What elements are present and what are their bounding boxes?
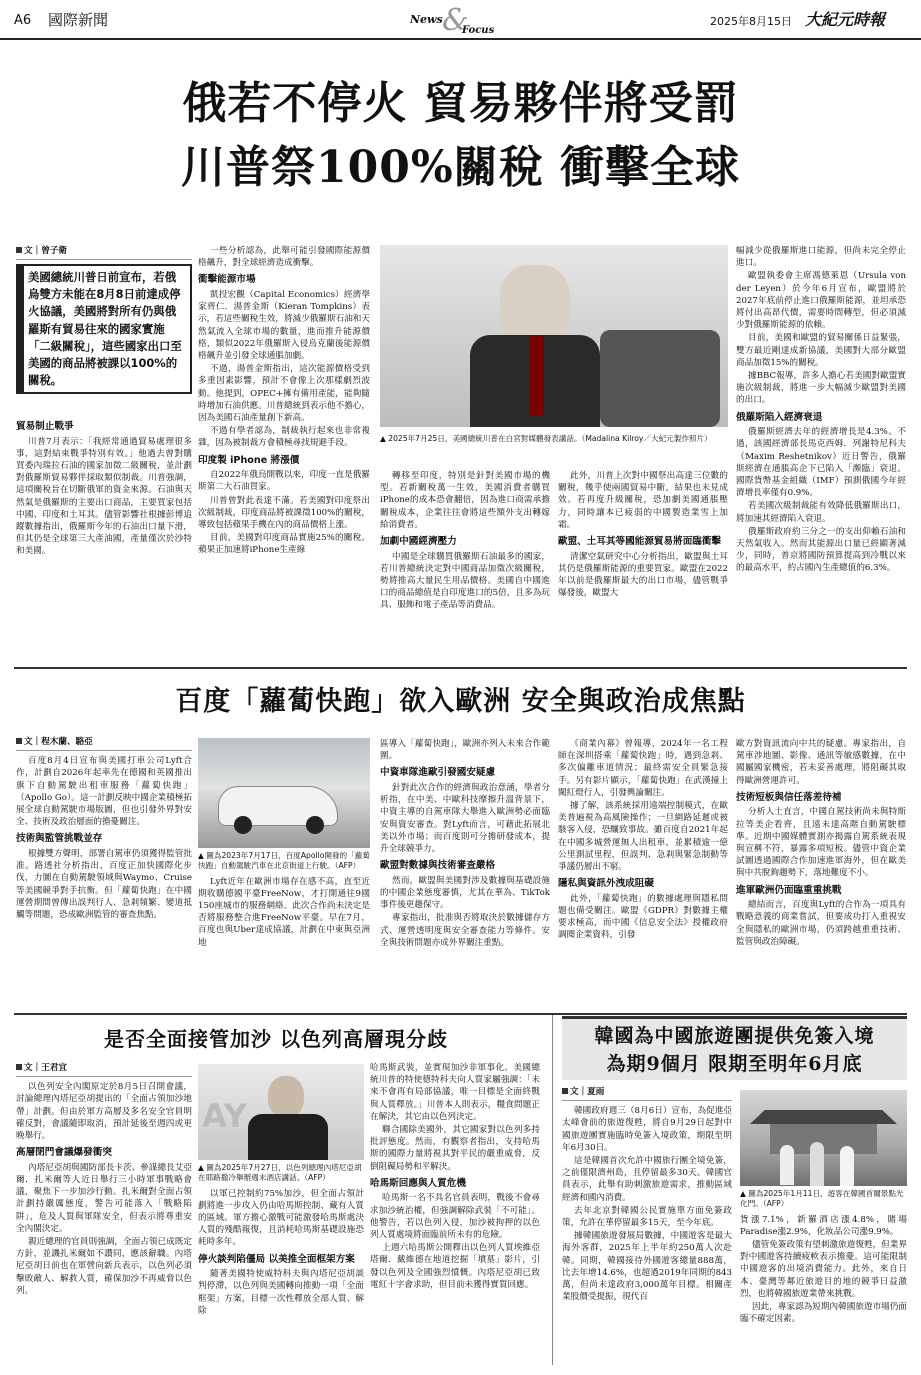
masthead [0,0,921,40]
a1-para: 若美國次級制裁能有效降低俄羅斯出口，將加速其經濟陷入衰退。 [736,501,906,524]
a3-photo-caption: ▲ 圖為2025年7月27日，以色列總理內塔尼亞胡在耶路撒冷舉辦週末酒店講話。（AFP） [198,1163,362,1183]
a3-para: 內塔尼亞胡與國防部長卡茨、參謀總長艾亞爾．扎米爾等人近日舉行三小時軍事戰略會議，聚焦下一步加沙行動。扎米爾對全面占領計劃持嚴厲態度，警告可能落入「戰略陷阱」，危及人質與軍隊安全，但表示將尊重安全內閣決定。 [16,1162,192,1234]
a2-subhead-1: 技術與監管挑戰並存 [16,833,103,845]
a1-para: 俄羅斯政府約三分之一的支出仰賴石油和天然氣收入。然而其能源出口量已經顯著減少，同時，普京將國防預算提高到冷戰以來的最高水平，約占國內生產總值的6.3%。 [736,526,906,574]
divider [14,1013,907,1015]
a1-para: 清潔空氣研究中心分析指出，歐盟與土耳其仍是俄羅斯能源的重要買家。歐盟在2022年以前是俄羅斯最大的出口市場，儘管戰爭爆發後，歐盟大 [558,551,728,599]
issue-date: 2025年8月15日 [710,15,792,28]
byline-marker-icon [16,738,22,744]
a2-para: 據了解，該系統採用遠端控制模式，在歐美普遍視為高風險操作；一旦網路延遲或被駭客入侵，恐釀致事故。雖百度自2021年起在中國多城營運無人出租車，並累積逾一億公里測試里程，但誤判、急剎與緊急制動等爭議仍層出不窮。 [558,801,728,873]
a4-para: 韓國政府週三（8月6日）宣布，為促進亞太峰會前的旅遊復甦，將自9月29日起對中國旅遊團實施臨時免簽入境政策，期限至明年6月30日。 [562,1106,732,1153]
a2-subhead-3: 歐盟對數據與技術審查嚴格 [380,860,496,872]
a2-para: Lyft近年在歐洲市場存在感不高，直至近期收購德國平臺FreeNow，才打開通往9國150座城市的服務網絡。此次合作尚未決定是否將服務整合進FreeNow平臺。早在7月，百度也與Uber達成協議，計劃在中東與亞洲地 [198,876,370,948]
a2-para: 《商業內幕》曾報導，2024年一名工程師在深圳搭乘「蘿蔔快跑」時，遇到急剎、多次偏離車道情況；最終需安全員緊急接手。另有影片顯示，「蘿蔔快跑」在武漢撞上闖紅燈行人，引發輿論關注。 [558,739,728,798]
a4-headline-1: 韓國為中國旅遊團提供免簽入境 [594,1025,875,1047]
a1-subhead-6: 俄羅斯陷入經濟衰退 [736,411,823,423]
a4-photo-gwanghwamun [740,1090,907,1186]
paper-name: 大紀元時報 [805,10,886,29]
a2-para: 然而，歐盟與美國對涉及數據與基礎設施的中國企業態度審慎，尤其在華為、TikTok事件後更趨保守。 [380,875,550,911]
a1-para: 據BBC報導，許多人擔心若美國對歐盟實施次級制裁，將進一步大幅減少歐盟對美國的出口。 [736,371,906,406]
a1-para: 不過，湯普金斯指出，這次能源價格受到多重因素影響，預計不會像上次那樣劇烈波動。他提到，OPEC+擁有備用產能，能夠隨時增加石油供應。川普總統到表示他不擔心，因為美國石油產量創下新高。 [198,364,370,424]
a2-para: 總結而言，百度與Lyft的合作為一項具有戰略意義的商業嘗試，但要成功打入重視安全與隱私的歐洲市場，仍須跨越重重技術、監管與政治障礙。 [736,900,906,947]
a2-photo-robotaxi [198,738,370,848]
a4-para: 貨漲7.1%，新羅酒店漲4.8%，賭場Paradise漲2.9%，化妝品公司漲9.9%。 [740,1214,907,1237]
a4-headline-box [562,1016,907,1080]
a2-column-2 [198,738,370,1008]
news-focus-logo [410,3,520,38]
a3-subhead-3: 哈馬斯回應與人質危機 [370,1177,466,1189]
page-number: A6 [14,13,32,28]
a4-photo-caption: ▲ 圖為2025年1月11日，遊客在韓國首爾景點光化門。（AFP） [740,1189,904,1209]
a1-column-1 [16,245,192,657]
a1-para: 轉移至印度，特別是針對美國市場的機型。若新關稅萬一生效，美國消費者購買iPhone的成本恐會翻倍，因為進口商需承擔關稅成本，企業往往會將這些額外支出轉嫁給消費者。 [380,471,550,530]
a2-para: 歐方對資訊流向中共的疑慮。專家指出，自駕車涉地圖、影像、通訊等敏感數據，在中國屬國家機密，若未妥善處理，將阻礙其取得歐洲營運許可。 [736,739,906,786]
a1-para: 一些分析認為，此舉可能引發國際能源價格飆升，對全球經濟造成衝擊。 [198,246,370,269]
byline-marker-icon [16,247,22,253]
divider [14,667,907,669]
a2-column-3 [380,738,550,1008]
a1-para: 目前，美國和歐盟的貿易關係日益緊張，雙方最近剛達成新協議，美國對大部分歐盟商品加徵15%的關稅。 [736,333,906,368]
a4-para: 這是韓國首次允許中國旅行團全境免簽，之前僅限濟州島，且停留最多30天。韓國官員表示，此舉有助刺激旅遊需求，推動區域經濟和國內消費。 [562,1156,732,1203]
a2-column-5 [736,738,906,1008]
a3-para: 以色列安全內閣原定於8月5日召開會議，討論總理內塔尼亞胡提出的「全面占領加沙地帶」計劃。但由於軍方高層及多名安全官員明確反對，會議隨即取消，預計延後至週四或更晚舉行。 [16,1082,192,1142]
a2-para: 百度8月4日宣布與美國打車公司Lyft合作，計劃自2026年起率先在德國和英國推出旗下自動駕駛出租車服務「蘿蔔快跑」（Apollo Go）。這一計劃反映中國企業積極拓展全球自動駕駛市場版圖，但也引發外界對安全、技術及政治層面的擔憂關注。 [16,756,192,828]
byline-marker-icon [562,1088,568,1094]
a1-column-5 [736,245,906,660]
a3-para: 上週六哈馬斯公開釋出以色列人質埃維亞塔爾．戴維德在地道挖掘「墳墓」影片，引發以色列及全國強烈憤慨。內塔尼亞胡已致電紅十字會求助，但目前未獲得實質回應。 [370,1243,540,1290]
logo-news: News [410,13,443,26]
a2-para: 針對此次合作的經濟與政治意涵，學者分析指，在中美、中歐科技摩擦升溫背景下，中資主導的自駕車隊大舉進入歐洲勢必面臨安與資安審查。對Lyft而言，可藉此拓展北美以外市場；而百度則可分擔研發成本，提升全球競爭力。 [380,783,550,855]
a1-para: 川普曾對此表達不滿。若美國對印度祭出次級制裁，印度商品將被課徵100%的關稅，導致包括蘋果手機在內的商品價格上漲。 [198,495,370,531]
a3-headline: 是否全面接管加沙 以色列高層現分歧 [104,1027,448,1051]
a1-subhead-5: 歐盟、土耳其等國能源貿易將面臨衝擊 [558,536,722,548]
a2-para: 專家指出，批准與否將取決於數據儲存方式、運營透明度與安全審查能力等條件。安全與技術問題亦成外界關注重點。 [380,913,550,948]
a1-para: 歐盟執委會主席馮德萊恩（Ursula von der Leyen）於今年6月宣布，歐盟將於2027年底前停止進口俄羅斯能源，並坦承恐將付出高昂代價，需要時間轉型，但必須減少對俄羅斯能源的依賴。 [736,271,906,331]
a3-para: 哈馬斯武裝，並實現加沙非軍事化。美國總統川普的特使德特科夫向人質家屬強調：「未來不會再有局部協議，唯一目標是全面終戰與人質釋放。」川普本人則表示，糧食問題正在解決，其它由以色列決定。 [370,1063,540,1122]
a3-para: 哈馬斯一名不具名官員表明，戰後不會尋求加沙統治權，但強調解除武裝「不可能」。他警告，若以色列入侵，加沙被拘押的以色列人質處境將面臨前所未有的危險。 [370,1193,540,1241]
a1-para: 不過有學者認為，制裁執行起來也非常複雜，因為被制裁方會積極尋找規避手段。 [198,426,370,449]
section-title: 國際新聞 [48,11,109,29]
a4-column-2 [740,1090,907,1370]
a1-subhead-2: 衝擊能源市場 [198,274,256,286]
a3-para: 以軍已控制約75%加沙，但全面占領計劃將進一步攻入仍由哈馬斯控制、藏有人質的區域。軍方擔心激戰可能激發哈馬斯處決人質的殘酷報復，且消耗哈馬斯基礎設施恐耗時多年。 [198,1188,364,1248]
a3-column-2 [198,1064,364,1370]
a2-para: 根據雙方聲明，部署自駕車仍須獲得監管批准。路透社分析指出，百度正加快國際化步伐，力圖在自動駕駛領域與Waymo、Cruise等美國競爭對手抗衡。但「蘿蔔快跑」在中國運營期間曾傳出誤判行人、急剎頻繁、變道抵觸等問題，恐成歐洲監管的審查焦點。 [16,849,192,921]
a2-subhead-2: 中資車隊進歐引發國安疑慮 [380,767,496,779]
a2-subhead-6: 進軍歐洲仍面臨重重挑戰 [736,884,842,896]
a4-para: 據韓國旅遊發展局數據，中國遊客是最大海外客群，2025年上半年約250萬人次赴韓。同期，韓國接待外國遊客總量888萬，比去年增14.6%，也超過2019年同期的843萬，但尚未達政府3,000萬年目標。相關產業股價受提振，現代百 [562,1231,732,1303]
a1-headline-2: 川普祭100%關稅 衝擊全球 [181,142,740,193]
a1-column-3 [380,470,550,660]
a3-para: 親近總理的官員則強調，全面占領已成既定方針，並譏扎米爾如不讚同，應該辭職。內塔尼亞胡日前也在軍營向新兵表示，以色列必須擊敗敵人、解救人質，確保加沙不再威脅以色列。 [16,1237,192,1296]
a1-photo-trump [380,245,728,427]
a2-photo-caption: ▲ 圖為2023年7月17日，百度Apollo開發的「蘿蔔快跑」自動駕駛汽車在北京街道上行駛。（AFP） [198,851,370,871]
a1-para: 凱投宏觀（Capital Economics）經濟學家齊仁．湯普金斯（Kieran Tompkins）表示，若這些關稅生效，將減少俄羅斯石油和天然氣流入全球市場的數量，進而推升能源價格，類似2022年俄羅斯入侵烏克蘭後能源價格飆升並引發全球通脹加劇。 [198,290,370,362]
a1-para: 目前，美國對印度商品實施25%的關稅。蘋果正加速將iPhone生產線 [198,533,370,556]
a4-para: 儘管免簽政策有望刺激旅遊復甦，但業界對中國遊客持續疲軟表示擔憂。這可能限制中國遊客的出境消費能力。此外，來自日本、臺灣等鄰近旅遊目的地的競爭日益激烈，也將韓國旅遊業帶來挑戰。 [740,1239,907,1299]
a3-subhead-1: 高層閉門會議爆發衝突 [16,1147,112,1159]
a1-para: 幅減少從俄羅斯進口能源，但尚未完全停止進口。 [736,246,906,269]
a1-subhead-1: 貿易制止戰爭 [16,420,74,432]
a2-subhead-5: 技術短板與信任落差待補 [736,791,842,803]
divider-vertical [552,1015,553,1365]
a4-para: 去年北京對韓國公民實施單方面免簽政策，允許在華停留最多15天，至今年底。 [562,1205,732,1229]
a1-lead: 美國總統川普日前宣布，若俄烏雙方未能在8月8日前達成停火協議，美國將對所有仍與俄羅斯有貿易往來的國家實施「二級關稅」，這些國家出口至美國的商品將被課以100%的關稅。 [16,264,192,394]
a1-para: 自2022年俄烏開戰以來，印度一直是俄羅斯第二大石油買家。 [198,470,370,493]
a1-column-2 [198,245,370,657]
a2-subhead-4: 隱私與資訊外洩成阻礙 [558,878,654,890]
a1-photo-caption: ▲ 2025年7月25日，美國總統川普在白宮對媒體發表講話。（Madalina Kilroy／大紀元製作照片） [380,434,712,443]
a1-para: 川普7月表示：「我經常通過貿易處理很多事，這對結束戰爭特別有效。」他過去曾對購買委內瑞拉石油的國家加徵二級關稅，並計劃對俄羅斯貿易夥伴採取類似制裁。川普強調，這項關稅旨在切斷俄軍的資金來源。石油與天然氣是俄羅斯的主要出口商品，主要買家包括中國、印度和土耳其。儘管影響社根據彭博追蹤數據指出，俄羅斯今年的石油出口量下滑，但其仍是全球第三大產油國，產量僅次於沙特和美國。 [16,436,192,557]
a4-column-1 [562,1086,732,1370]
a2-column-1 [16,736,192,1008]
a4-byline: 文｜夏雨 [562,1086,732,1101]
logo-focus: Focus [462,25,495,36]
a2-para: 區導入「蘿蔔快跑」，歐洲亦列入未來合作範圍。 [380,739,550,762]
a3-para: 隨著美國特使威特科夫與內塔尼亞胡談判停滯，以色列與美國轉向推動一項「全面框架」方案，目標一次性釋放全部人質、解除 [198,1269,364,1316]
a2-headline: 百度「蘿蔔快跑」欲入歐洲 安全與政治成焦點 [175,686,746,717]
a1-para: 中國是全球購買俄羅斯石油最多的國家，若川普總統決定對中國商品加徵次級關稅，勢將推高大量民生用品價格。美國自中國進口的商品總值是自印度進口的5倍，且多為玩具、服飾和電子產品等消費品。 [380,551,550,611]
a3-column-1 [16,1062,192,1370]
a1-byline: 文｜曾子衛 [16,245,192,260]
a3-column-3 [370,1062,540,1370]
a4-para: 因此，專家認為短期內韓國旅遊市場仍面臨不確定因素。 [740,1301,907,1325]
a2-byline: 文｜程木蘭、駱亞 [16,736,192,751]
a1-subhead-3: 印度製 iPhone 將漲價 [198,454,300,466]
byline-marker-icon [16,1064,22,1070]
a3-subhead-2: 停火談判陷僵局 以美推全面框架方案 [198,1253,355,1265]
a1-subhead-4: 加劇中國經濟壓力 [380,536,457,548]
a1-column-4 [558,470,728,660]
a3-photo-netanyahu: AY [198,1064,364,1160]
a4-headline-2: 為期9個月 限期至明年6月底 [606,1053,863,1075]
a1-headline-1: 俄若不停火 貿易夥伴將受罰 [182,78,739,129]
a3-para: 聯合國除美國外，其它國家對以色列多持批評態度。然而，有觀察者指出，支持哈馬斯的國際力量將視其對平民的嚴重威脅，反倒阻礙局勢和平解決。 [370,1125,540,1172]
a3-byline: 文｜王君宜 [16,1062,192,1077]
a1-para: 俄羅斯經濟去年的經濟增長是4.3%。不過，該國經濟部長馬克西姆．列謝特尼科夫（Maxim Reshetnikov）近日警告，俄羅斯經濟在通脹高企下已陷入「瀕臨」衰退。國際貨幣基金組織（IMF）預測俄國今年經濟增長率僅有0.9%。 [736,427,906,499]
a2-column-4 [558,738,728,1008]
a1-para: 此外，川普上次對中國祭出高達三位數的關稅，幾乎使兩國貿易中斷，結果也未見成效。若再度升級關稅，恐加劇美國通脹壓力，同時讓本已疲弱的中國製造業雪上加霜。 [558,471,728,530]
a2-para: 分析人士直言，中國自駕技術尚未與特斯拉等美企看齊，且遠未達高階自動駕駛標準。近期中國媒體實測亦揭露自駕系統表現與宣稱不符，暴露多項短板。儘管中資企業試圖透過國際合作加速進軍海外，但在歐美與中共脫鉤趨勢下，落地難度不小。 [736,807,906,879]
logo-ampersand: & [442,3,469,38]
a2-para: 此外，「蘿蔔快跑」的數據處理與隱私問題也備受關注。歐盟《GDPR》對數據主權要求極高，而中國《信息安全法》授權政府調閱企業資料，引發 [558,893,728,941]
